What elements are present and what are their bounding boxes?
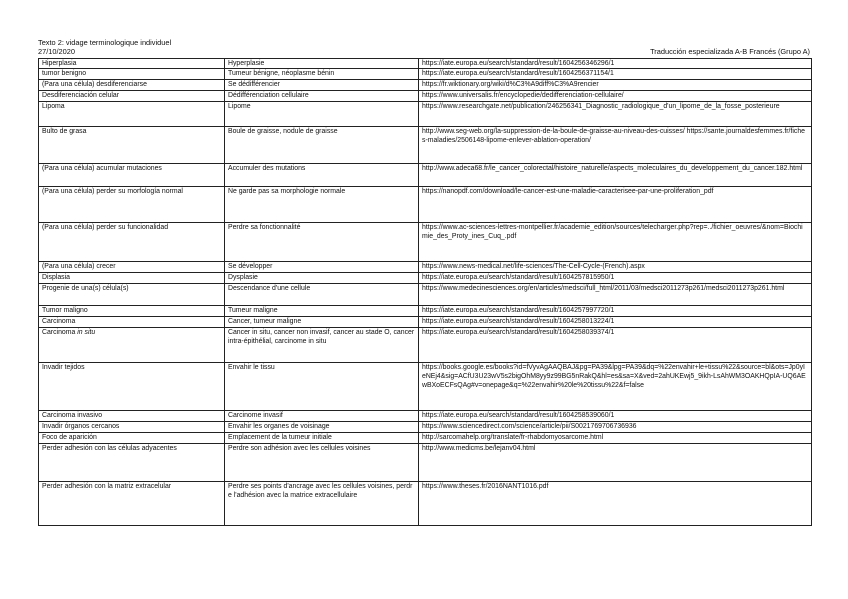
source-url: https://nanopdf.com/download/le-cancer-est-une-maladie-caracterisee-par-une-proliferation_pdf: [419, 187, 812, 223]
term-es: Carcinoma: [39, 317, 225, 328]
term-fr: Perdre son adhésion avec les cellules voisines: [225, 444, 419, 482]
source-url: https://www.universalis.fr/encyclopedie/dedifferenciation-cellulaire/: [419, 91, 812, 102]
source-url: https://www.researchgate.net/publication/246256341_Diagnostic_radiologique_d'un_lipome_de_la_fosse_posterieure: [419, 102, 812, 127]
term-es: Foco de aparición: [39, 433, 225, 444]
table-row: [39, 433, 812, 444]
term-fr: Boule de graisse, nodule de graisse: [225, 127, 419, 164]
table-row: [39, 262, 812, 273]
table-row: [39, 317, 812, 328]
term-es: Tumor maligno: [39, 306, 225, 317]
terminology-table: [38, 58, 812, 526]
table-row: [39, 411, 812, 422]
table-row: [39, 164, 812, 187]
course-name: Traducción especializada A-B Francés (Grupo A): [650, 47, 810, 56]
term-fr: Tumeur bénigne, néoplasme bénin: [225, 69, 419, 80]
source-url: https://iate.europa.eu/search/standard/result/1604258013224/1: [419, 317, 812, 328]
term-fr: Se dédifférencier: [225, 80, 419, 91]
table-row: [39, 306, 812, 317]
term-fr: Descendance d'une cellule: [225, 284, 419, 306]
term-es: (Para una célula) perder su morfología normal: [39, 187, 225, 223]
table-row: [39, 69, 812, 80]
term-fr: Dédifférenciation cellulaire: [225, 91, 419, 102]
term-fr: Emplacement de la tumeur initiale: [225, 433, 419, 444]
table-row: [39, 363, 812, 411]
term-es: Perder adhesión con las células adyacentes: [39, 444, 225, 482]
source-url: https://www.theses.fr/2016NANT1016.pdf: [419, 482, 812, 526]
term-es: Bulto de grasa: [39, 127, 225, 164]
table-row: [39, 422, 812, 433]
source-url: https://iate.europa.eu/search/standard/result/1604256346296/1: [419, 59, 812, 69]
term-es: Perder adhesión con la matriz extracelular: [39, 482, 225, 526]
term-fr: Dysplasie: [225, 273, 419, 284]
source-url: https://iate.europa.eu/search/standard/result/1604257815950/1: [419, 273, 812, 284]
term-es: Hiperplasia: [39, 59, 225, 69]
document-date: 27/10/2020: [38, 47, 75, 56]
term-es: tumor benigno: [39, 69, 225, 80]
term-es-italic: in situ: [77, 329, 96, 336]
term-es: (Para una célula) acumular mutaciones: [39, 164, 225, 187]
term-fr: Carcinome invasif: [225, 411, 419, 422]
table-row: [39, 482, 812, 526]
term-es: [39, 328, 225, 363]
term-es: Carcinoma invasivo: [39, 411, 225, 422]
term-fr: Envahir les organes de voisinage: [225, 422, 419, 433]
source-url: https://www.news-medical.net/life-sciences/The-Cell-Cycle-(French).aspx: [419, 262, 812, 273]
table-row: [39, 328, 812, 363]
table-row: [39, 284, 812, 306]
table-row: [39, 127, 812, 164]
source-url: https://fr.wiktionary.org/wiki/d%C3%A9diff%C3%A9rencier: [419, 80, 812, 91]
term-es: (Para una célula) crecer: [39, 262, 225, 273]
term-es: (Para una célula) desdiferenciarse: [39, 80, 225, 91]
term-es: Invadir órganos cercanos: [39, 422, 225, 433]
source-url: http://www.medicms.be/lejanv04.html: [419, 444, 812, 482]
table-row: [39, 187, 812, 223]
term-fr: Accumuler des mutations: [225, 164, 419, 187]
source-url: https://www.ac-sciences-lettres-montpellier.fr/academie_edition/sources/telecharger.php?rep=../fichier_oeuvres/&nom=Biochimie_des_Proty_ines_Cuq_.pdf: [419, 223, 812, 262]
source-url: https://www.medecinesciences.org/en/articles/medsci/full_html/2011/03/medsci2011273p261/medsci2011273p261.html: [419, 284, 812, 306]
source-url: https://iate.europa.eu/search/standard/result/1604258039374/1: [419, 328, 812, 363]
source-url: https://iate.europa.eu/search/standard/result/1604257997720/1: [419, 306, 812, 317]
term-fr: Perdre ses points d'ancrage avec les cellules voisines, perdre l'adhésion avec la matrice extracellulaire: [225, 482, 419, 526]
term-fr: Lipome: [225, 102, 419, 127]
term-es: Progenie de una(s) célula(s): [39, 284, 225, 306]
table-row: [39, 102, 812, 127]
term-fr: Envahir le tissu: [225, 363, 419, 411]
term-es: Desdiferenciación celular: [39, 91, 225, 102]
term-fr: Se développer: [225, 262, 419, 273]
term-fr: Tumeur maligne: [225, 306, 419, 317]
term-es: (Para una célula) perder su funcionalidad: [39, 223, 225, 262]
table-row: [39, 223, 812, 262]
term-es-text: Carcinoma: [42, 329, 76, 336]
term-es: Displasia: [39, 273, 225, 284]
term-es: Invadir tejidos: [39, 363, 225, 411]
document-title: Texto 2: vidage terminologique individuel: [38, 38, 172, 47]
source-url: https://iate.europa.eu/search/standard/result/1604256371154/1: [419, 69, 812, 80]
term-fr: Hyperplasie: [225, 59, 419, 69]
source-url: http://sarcomahelp.org/translate/fr-rhabdomyosarcome.html: [419, 433, 812, 444]
table-row: [39, 273, 812, 284]
source-url: https://books.google.es/books?id=fVyvAgAAQBAJ&pg=PA39&lpg=PA39&dq=%22envahir+le+tissu%22&source=bl&ots=Jp0yIeNEj4&sig=ACfU3U23wV5s2bigOhM8yy9z99BG5nRakQ&hl=es&sa=X&ved=2ahUKEwj5_9ikh-LsAhWM3OAKHQpIA-UQ6AEwBXoECFsQAg#v=onepage&q=%22envahir%20le%20tissu%22&f=false: [419, 363, 812, 411]
term-fr: Ne garde pas sa morphologie normale: [225, 187, 419, 223]
term-fr: Perdre sa fonctionnalité: [225, 223, 419, 262]
table-row: [39, 444, 812, 482]
term-es: Lipoma: [39, 102, 225, 127]
source-url: http://www.adeca68.fr/le_cancer_colorectal/histoire_naturelle/aspects_moleculaires_du_developpement_du_cancer.182.html: [419, 164, 812, 187]
source-url: https://www.sciencedirect.com/science/article/pii/S0021769706736936: [419, 422, 812, 433]
term-fr: Cancer, tumeur maligne: [225, 317, 419, 328]
table-row: [39, 59, 812, 69]
source-url: https://iate.europa.eu/search/standard/result/1604258539060/1: [419, 411, 812, 422]
table-row: [39, 91, 812, 102]
source-url: http://www.seg-web.org/la-suppression-de-la-boule-de-graisse-au-niveau-des-cuisses/ https://sante.journaldesfemmes.fr/fiches-maladies/2506148-lipome-enlever-ablation-operation/: [419, 127, 812, 164]
term-fr: Cancer in situ, cancer non invasif, cancer au stade O, cancer intra-épithélial, carcinome in situ: [225, 328, 419, 363]
table-row: [39, 80, 812, 91]
